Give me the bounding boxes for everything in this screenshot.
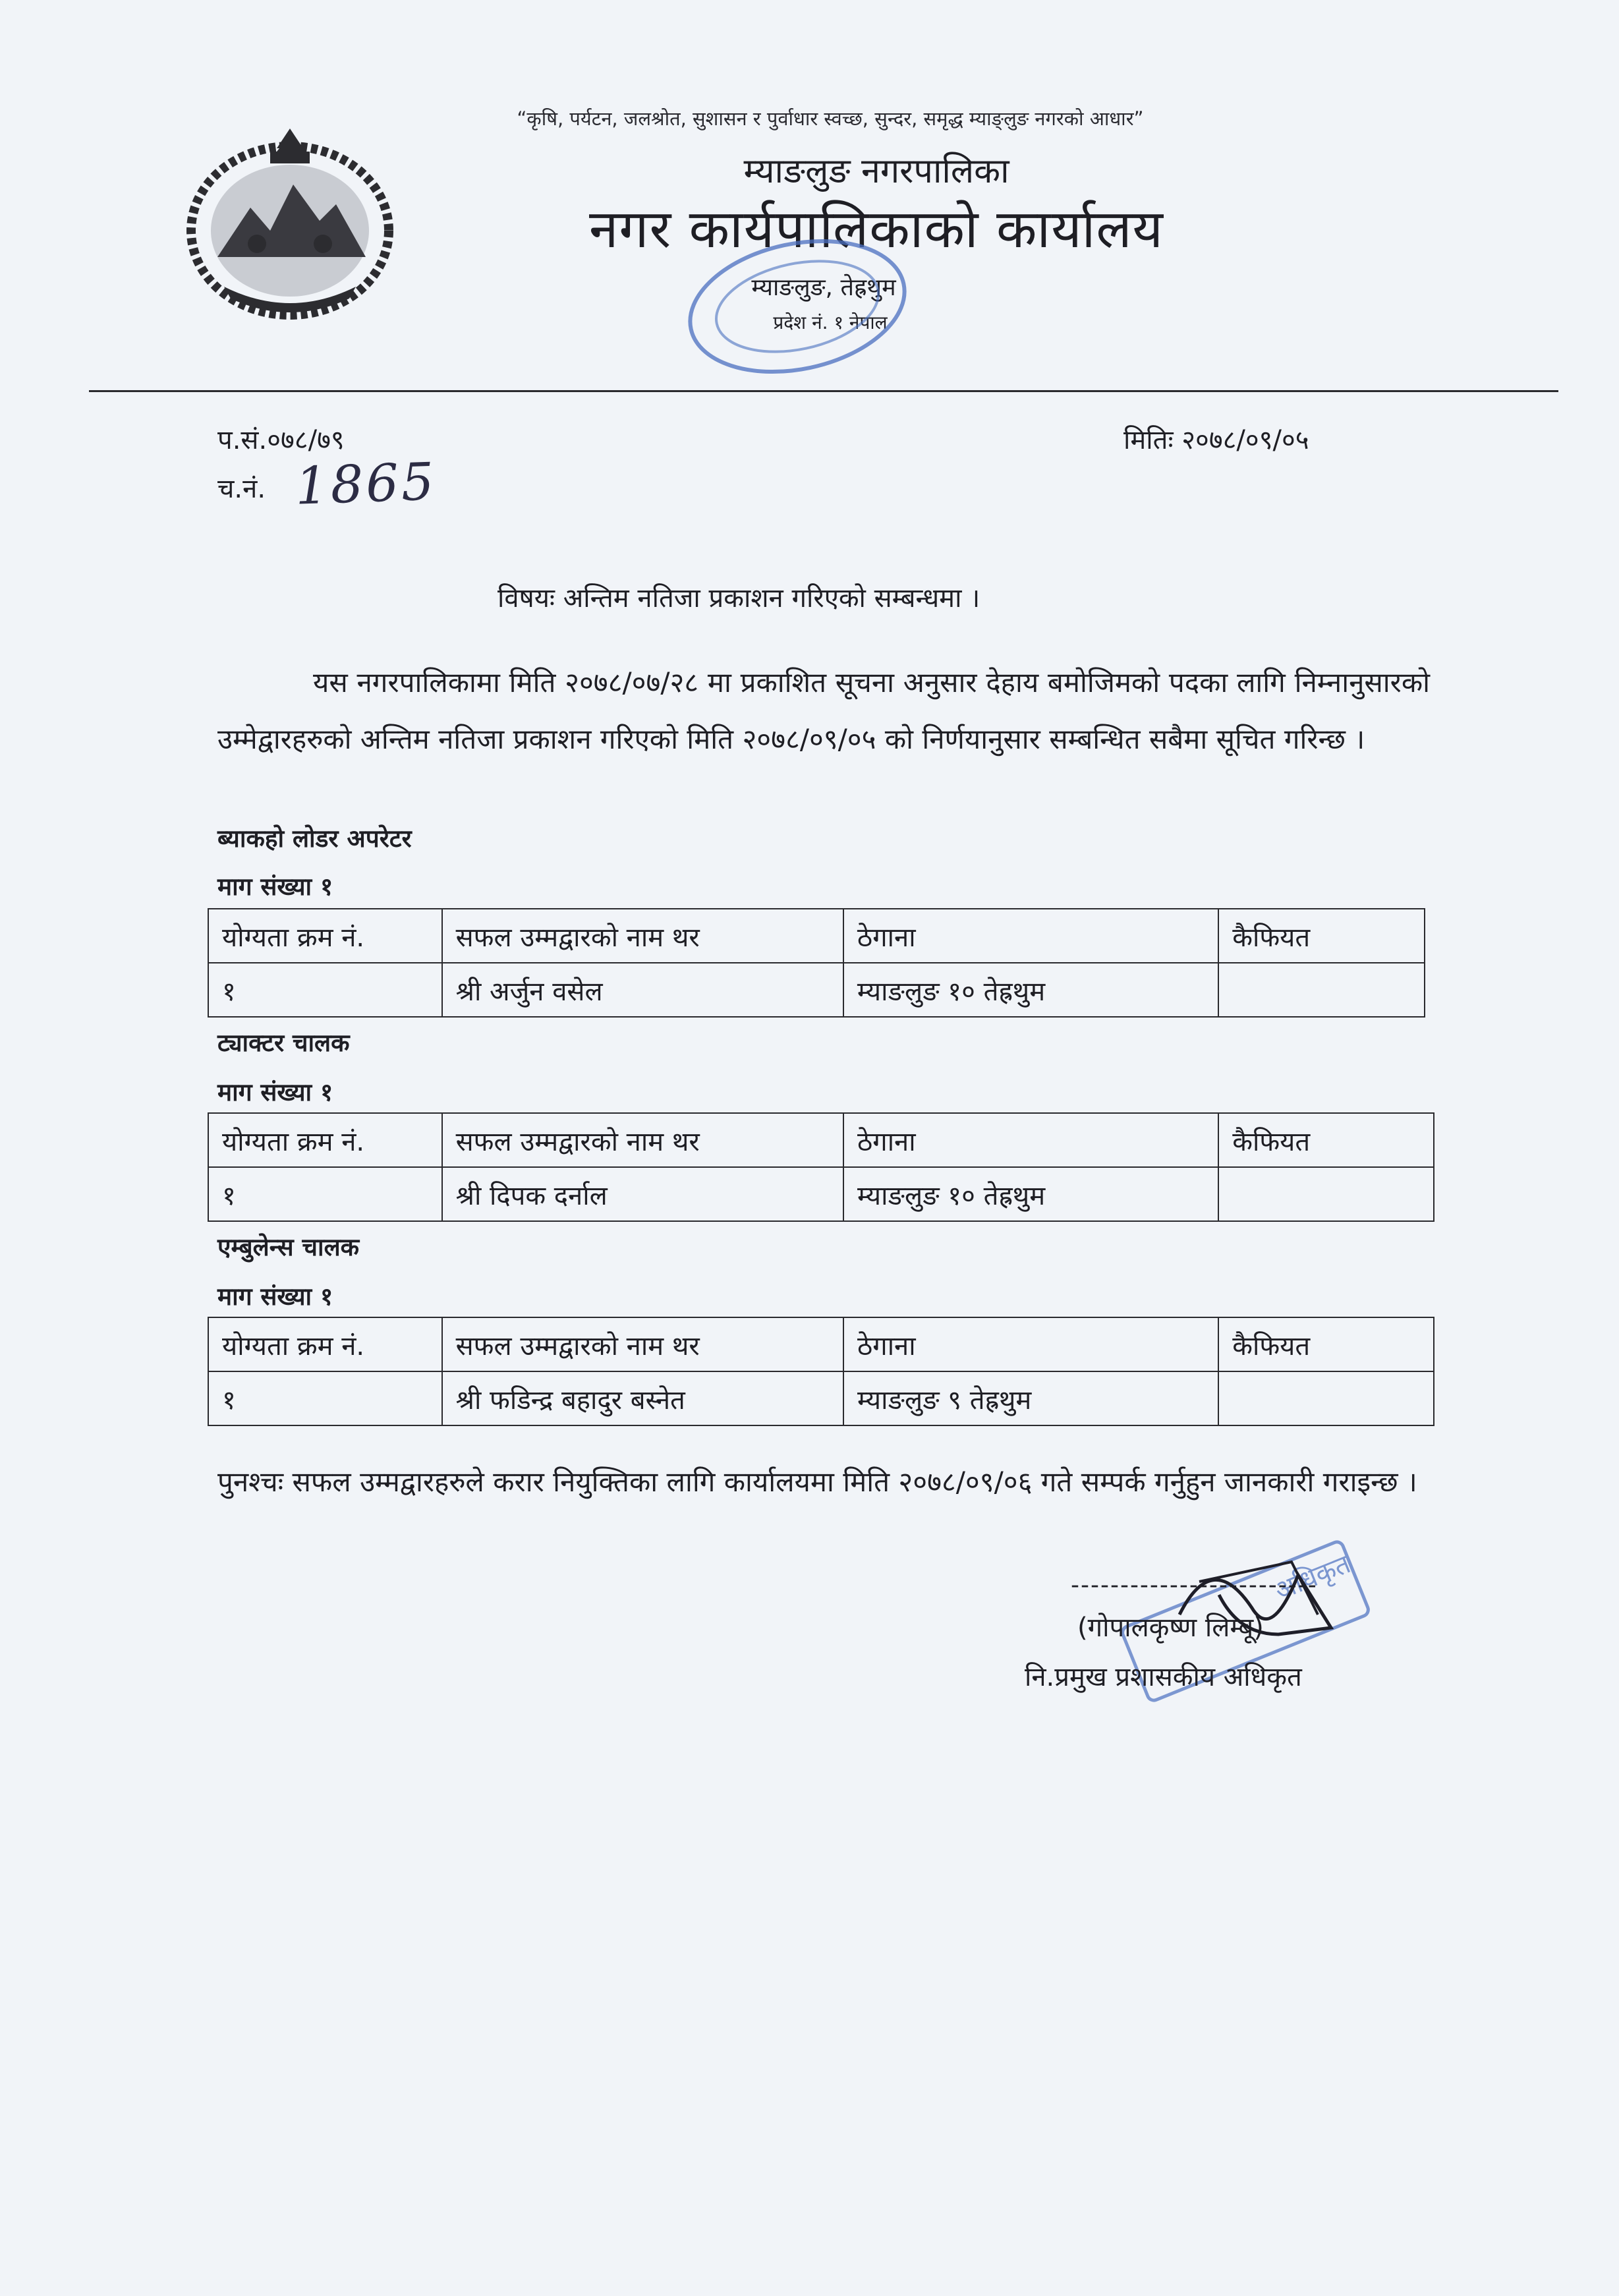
stamp-label: अधिकृत [1270,1549,1355,1607]
address-cell: म्याङलुङ १० तेह्रथुम [843,963,1218,1017]
office-stamp-icon [672,231,923,382]
address-cell: म्याङलुङ ९ तेह्रथुम [843,1371,1218,1425]
office-address: म्याङलुङ, तेह्रथुम [751,274,896,301]
remarks-cell [1218,1167,1434,1221]
table-row [208,1371,1434,1425]
table-header-row [208,1317,1434,1371]
rank-cell: १ [208,1167,442,1221]
body-paragraph: यस नगरपालिकामा मिति २०७८/०७/२८ मा प्रकाशित सूचना अनुसार देहाय बमोजिमको पदका लागि निम्नानुसारको उम्मेद्वारहरुको अन्तिम नतिजा प्रकाशन गरिएको मिति २०७८/०९/०५ को निर्णयानुसार सम्बन्धित सबैमा सूचित गरिन्छ । [217,666,1430,755]
header-cell: कैफियत [1218,1317,1434,1371]
signature-icon [1160,1535,1390,1667]
municipality-name: म्याङलुङ नगरपालिका [743,152,1009,191]
table-row [208,963,1425,1017]
header-cell: ठेगाना [843,1113,1218,1167]
name-cell: श्री फडिन्द्र बहादुर बस्नेत [442,1371,843,1425]
office-province: प्रदेश नं. १ नेपाल [773,312,888,333]
section-title: ब्याकहो लोडर अपरेटर [217,824,412,853]
table-row [208,1167,1434,1221]
motto: “कृषि, पर्यटन, जलश्रोत, सुशासन र पुर्वाधार स्वच्छ, सुन्दर, समृद्ध म्याङ्लुङ नगरको आधार” [517,107,1144,130]
subject-line: विषयः अन्तिम नतिजा प्रकाशन गरिएको सम्बन्धमा । [497,583,980,614]
header-divider [89,390,1558,392]
table-header-row [208,1113,1434,1167]
dispatch-number-handwritten: 1865 [294,452,438,517]
address-cell: म्याङलुङ १० तेह्रथुम [843,1167,1218,1221]
name-cell: श्री अर्जुन वसेल [442,963,843,1017]
section-title: ट्याक्टर चालक [217,1029,350,1057]
name-cell: श्री दिपक दर्नाल [442,1167,843,1221]
header-cell: योग्यता क्रम नं. [208,909,442,963]
header-cell: योग्यता क्रम नं. [208,1113,442,1167]
national-emblem-icon [178,122,402,326]
remarks-cell [1218,1371,1434,1425]
dispatch-number-label: च.नं. [217,474,266,504]
result-table [208,1317,1434,1426]
postscript-paragraph: पुनश्चः सफल उम्मद्वारहरुले करार नियुक्तिका लागि कार्यालयमा मिति २०७८/०९/०६ गते सम्पर्क गर्नुहुन जानकारी गराइन्छ । [217,1466,1417,1498]
letter-date: मितिः २०७८/०९/०५ [1123,425,1309,455]
rank-cell: १ [208,1371,442,1425]
rank-cell: १ [208,963,442,1017]
result-table [208,1112,1434,1222]
section-demand: माग संख्या १ [217,1282,333,1311]
header-cell: सफल उम्मद्वारको नाम थर [442,1113,843,1167]
header-cell: सफल उम्मद्वारको नाम थर [442,1317,843,1371]
header-cell: सफल उम्मद्वारको नाम थर [442,909,843,963]
section-title: एम्बुलेन्स चालक [217,1233,360,1261]
section-demand: माग संख्या १ [217,873,333,901]
header-cell: ठेगाना [843,909,1218,963]
header-cell: कैफियत [1218,1113,1434,1167]
signatory-name: (गोपालकृष्ण लिम्बू) [1077,1613,1264,1643]
signature-line: ------------------------- [1071,1572,1318,1599]
office-name: नगर कार्यपालिकाको कार्यालय [589,198,1164,260]
table-header-row [208,909,1425,963]
signatory-title: नि.प्रमुख प्रशासकीय अधिकृत [1025,1662,1302,1692]
header-cell: ठेगाना [843,1317,1218,1371]
remarks-cell [1218,963,1425,1017]
result-table [208,908,1425,1018]
reference-number: प.सं.०७८/७९ [217,425,345,455]
header-cell: योग्यता क्रम नं. [208,1317,442,1371]
section-demand: माग संख्या १ [217,1078,333,1106]
header-cell: कैफियत [1218,909,1425,963]
